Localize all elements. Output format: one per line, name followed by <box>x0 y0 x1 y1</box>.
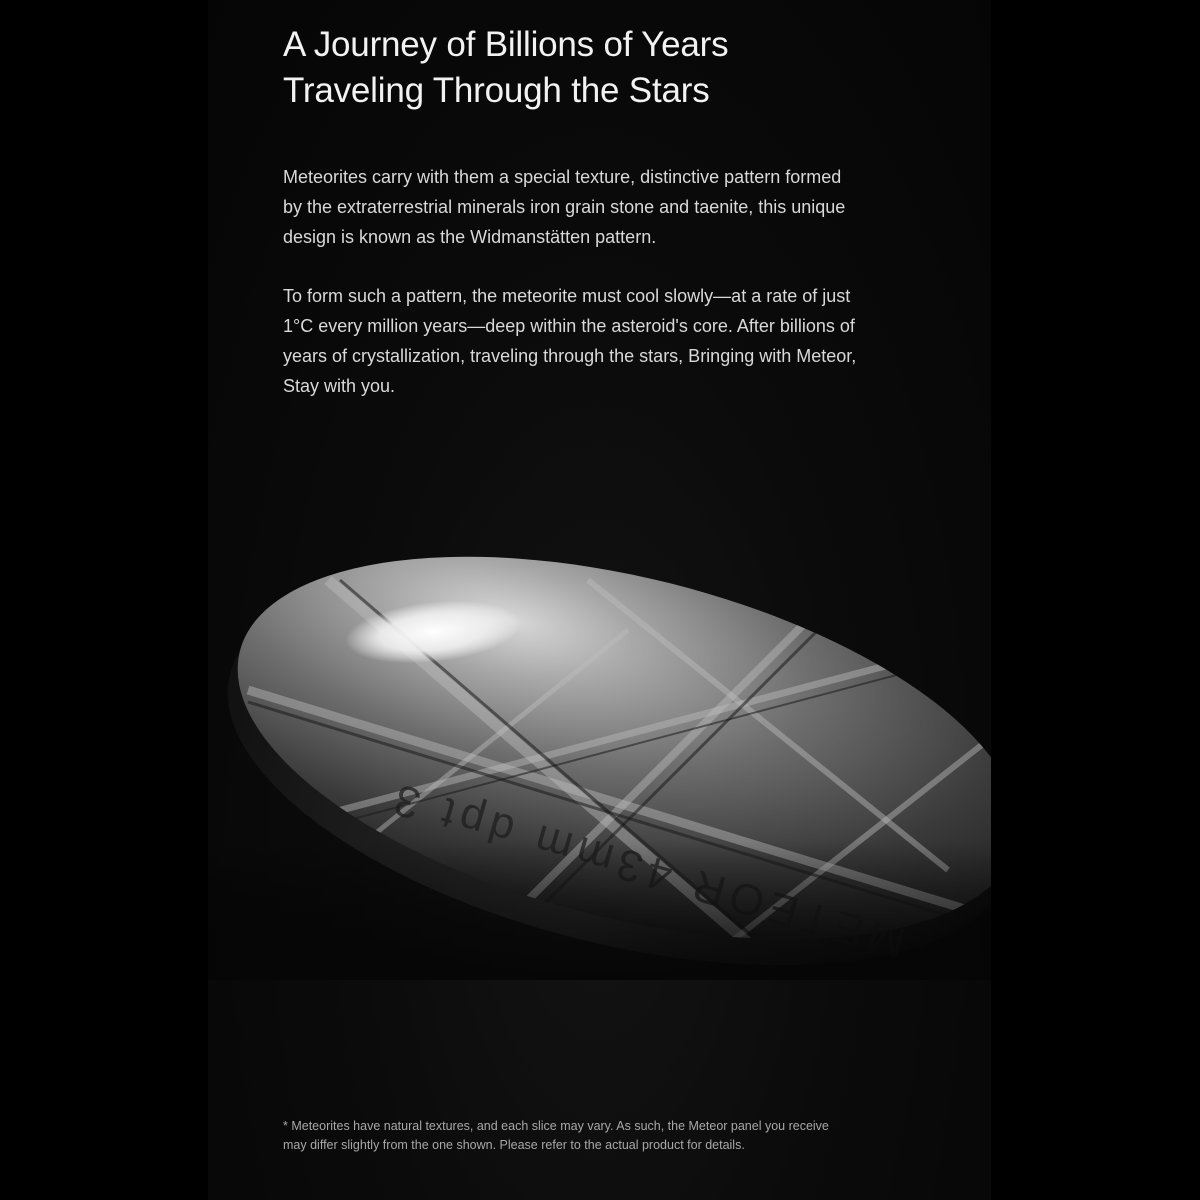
content-panel <box>208 0 991 1200</box>
disclaimer-line: may differ slightly from the one shown. Please refer to the actual product for details. <box>283 1138 745 1152</box>
meteorite-disc-photo <box>208 540 991 980</box>
paragraph-line: Stay with you. <box>283 376 396 396</box>
paragraph-line: To form such a pattern, the meteorite must cool slowly—at a rate of just <box>283 286 851 306</box>
headline-line-2: Traveling Through the Stars <box>283 71 710 110</box>
headline-line-1: A Journey of Billions of Years <box>283 25 729 64</box>
paragraph-line: Meteorites carry with them a special texture, distinctive pattern formed <box>283 167 842 187</box>
disclaimer-note <box>283 1117 943 1155</box>
paragraph-line: 1°C every million years—deep within the asteroid's core. After billions of <box>283 316 855 336</box>
paragraph-cooling <box>283 281 943 401</box>
disclaimer-line: * Meteorites have natural textures, and each slice may vary. As such, the Meteor panel you receive <box>283 1119 829 1133</box>
paragraph-line: by the extraterrestrial minerals iron grain stone and taenite, this unique <box>283 197 846 217</box>
paragraph-widmanstatten <box>283 162 943 252</box>
paragraph-line: design is known as the Widmanstätten pattern. <box>283 227 657 247</box>
headline <box>283 22 943 114</box>
paragraph-line: years of crystallization, traveling through the stars, Bringing with Meteor, <box>283 346 857 366</box>
